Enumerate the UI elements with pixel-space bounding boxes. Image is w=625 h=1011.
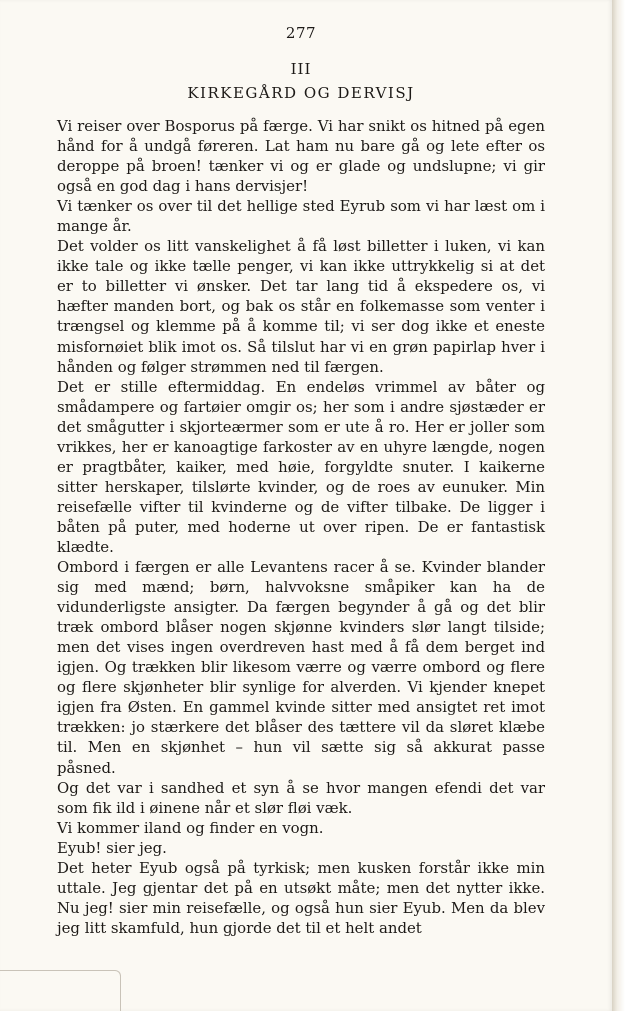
body-text (57, 116, 545, 938)
paragraph: Vi tænker os over til det hellige sted Eyrub som vi har læst om i mange år. (57, 197, 545, 236)
paragraph: Ombord i færgen er alle Levantens racer å se. Kvinder blander sig med mænd; børn, halvvoksne småpiker kan ha de vidunderligste ansigter. Da færgen begynder å gå og det blir træk ombord blåser nogen skjønne kvinders slør langt tilside; men det vises ingen overdreven hast med å få dem berget ind igjen. Og trækken blir likesom værre og værre ombord og flere og flere skjønheter blir synlige for alverden. Vi kjender knepet igjen fra Østen. En gammel kvinde sitter med ansigtet ret imot trækken: jo stærkere det blåser des tættere vil da sløret klæbe til. Men en skjønhet – hun vil sætte sig så akkurat passe påsned. (57, 558, 545, 777)
paragraph: Og det var i sandhed et syn å se hvor mangen efendi det var som fik ild i øinene når et slør fløi væk. (57, 778, 545, 817)
page-edge (612, 0, 625, 1011)
chapter-title: KIRKEGÅRD OG DERVISJ (187, 84, 415, 102)
paragraph: Vi reiser over Bosporus på færge. Vi har snikt os hitned på egen hånd for å undgå føreren. Lat ham nu bare gå og lete efter os deroppe på broen! tænker vi og er glade og undslupne; vi gir også en god dag i hans dervisjer! (57, 117, 545, 196)
paragraph: Det heter Eyub også på tyrkisk; men kusken forstår ikke min uttale. Jeg gjentar det på en utsøkt måte; men det nytter ikke. Nu jeg! sier min reisefælle, og også hun sier Eyub. Men da blev jeg litt skamfuld, hun gjorde det til et helt andet (57, 858, 545, 937)
paragraph: Det volder os litt vanskelighet å få løst billetter i luken, vi kan ikke tale og ikke tælle penger, vi kan ikke uttrykkelig si at det er to billetter vi ønsker. Det tar lang tid å ekspedere os, vi hæfter manden bort, og bak os står en folkemasse som venter i trængsel og klemme på å komme til; vi ser dog ikke et eneste misfornøiet blik imot os. Så tilslut har vi en grøn papirlap hver i hånden og følger strømmen ned til færgen. (57, 237, 545, 376)
paragraph: Det er stille eftermiddag. En endeløs vrimmel av båter og smådampere og fartøier omgir os; her som i andre sjøstæder er det smågutter i skjorteærmer som er ute å ro. Her er joller som vrikkes, her er kanoagtige farkoster av en uhyre længde, nogen er pragtbåter, kaiker, med høie, forgyldte snuter. I kaikerne sitter herskaper, tilslørte kvinder, og de roes av eunuker. Min reisefælle vifter til kvinderne og de vifter tilbake. De ligger i båten på puter, med hoderne ut over ripen. De er fantastisk klædte. (57, 377, 545, 556)
paragraph: Eyub! sier jeg. (57, 838, 167, 857)
page-number: 277 (285, 24, 317, 42)
paragraph: Vi kommer iland og finder en vogn. (57, 818, 324, 837)
chapter-numeral: III (290, 60, 312, 78)
text-block (57, 20, 545, 938)
page-corner-mark (0, 970, 121, 1011)
